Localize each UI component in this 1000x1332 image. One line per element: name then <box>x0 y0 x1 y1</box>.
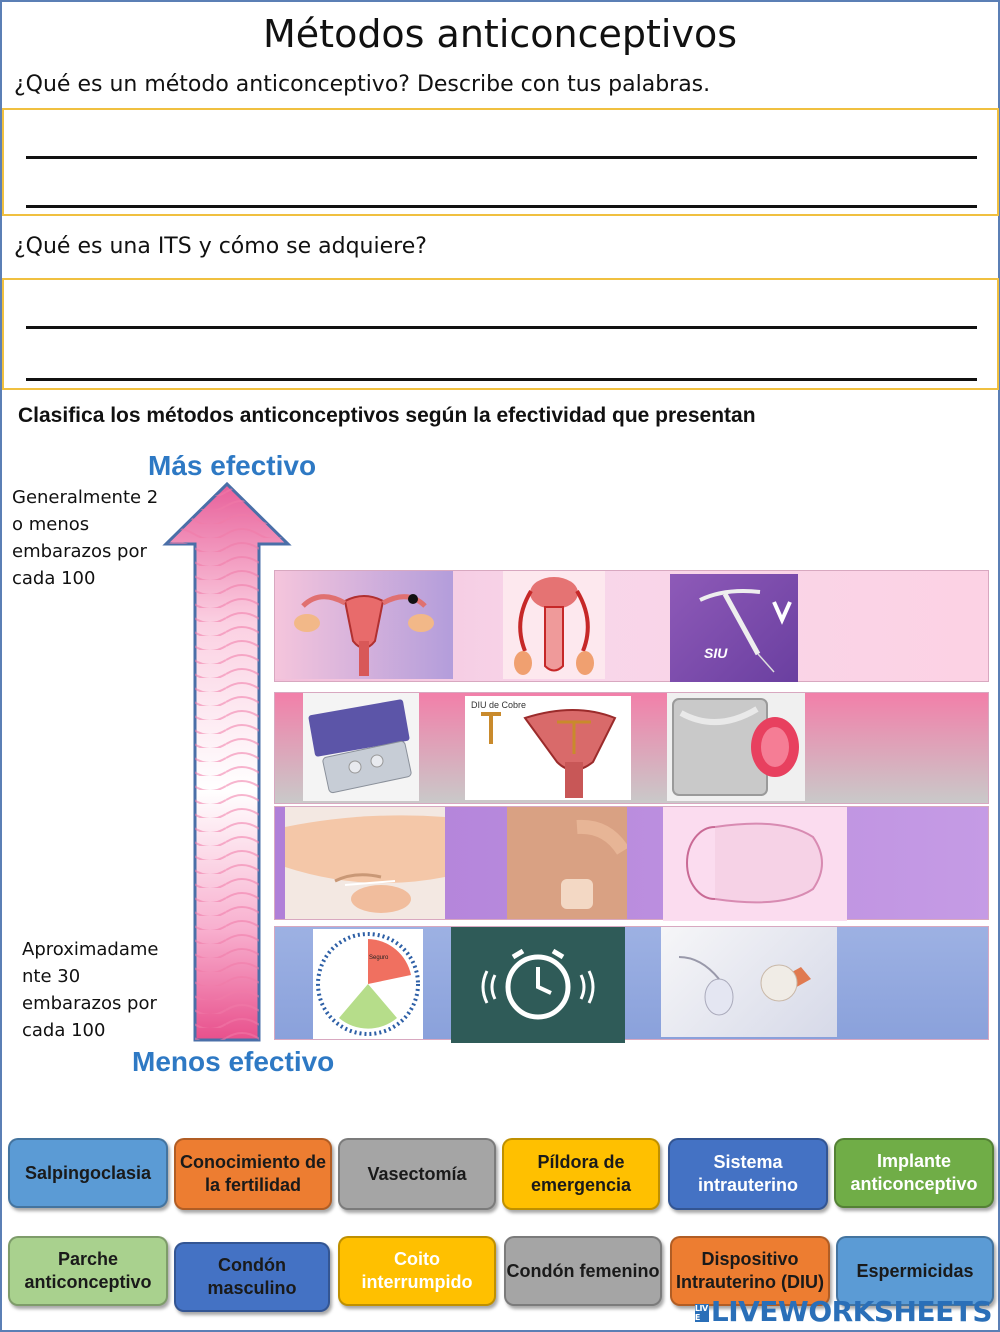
note-line: o menos <box>12 514 90 535</box>
note-line: cada 100 <box>22 1020 106 1041</box>
male-anatomy-icon <box>503 571 605 679</box>
answer-1-line-2-input[interactable] <box>26 172 977 206</box>
classification-instruction: Clasifica los métodos anticonceptivos según la efectividad que presentan <box>18 404 756 427</box>
patch-image <box>507 807 627 919</box>
note-line: cada 100 <box>12 568 96 589</box>
siu-caption: SIU <box>704 645 728 661</box>
answer-box-1 <box>2 108 999 216</box>
answer-line <box>26 156 977 159</box>
note-line: Aproximadame <box>22 939 159 960</box>
most-effective-label: Más efectivo <box>148 450 317 481</box>
pill-pack-icon <box>303 693 419 801</box>
answer-line <box>26 205 977 208</box>
answer-2-line-1-input[interactable] <box>26 294 977 328</box>
pill-box-image <box>303 693 419 801</box>
condom-wrapper-icon <box>667 693 805 801</box>
answer-1-line-1-input[interactable] <box>26 124 977 158</box>
female-condom-icon <box>663 807 847 921</box>
effectiveness-row-3[interactable] <box>274 806 989 920</box>
note-line: embarazos por <box>22 993 157 1014</box>
male-reproductive-image <box>503 571 605 679</box>
answer-box-2 <box>2 278 999 390</box>
chip-salpingoclasia[interactable]: Salpingoclasia <box>8 1138 168 1208</box>
spermicide-image <box>661 927 837 1037</box>
answer-line <box>26 378 977 381</box>
chip-pildora-emergencia[interactable]: Píldora de emergencia <box>502 1138 660 1210</box>
chip-sistema-intrauterino[interactable]: Sistema intrauterino <box>668 1138 828 1210</box>
note-line: embarazos por <box>12 541 147 562</box>
bottom-effectiveness-note <box>22 936 159 1044</box>
calendar-wheel-icon <box>313 929 423 1039</box>
calendar-safe-label: Seguro <box>369 955 389 961</box>
chip-condon-femenino[interactable]: Condón femenino <box>504 1236 662 1306</box>
effectiveness-arrow-icon <box>162 482 292 1044</box>
note-line: Generalmente 2 <box>12 487 159 508</box>
question-1: ¿Qué es un método anticonceptivo? Describe con tus palabras. <box>14 72 711 97</box>
chip-condon-masculino[interactable]: Condón masculino <box>174 1242 330 1312</box>
effectiveness-row-2[interactable] <box>274 692 989 804</box>
alarm-clock-icon <box>451 927 625 1043</box>
note-line: nte 30 <box>22 966 81 987</box>
chip-espermicidas[interactable]: Espermicidas <box>836 1236 994 1306</box>
chip-vasectomia[interactable]: Vasectomía <box>338 1138 496 1210</box>
implant-image <box>285 807 445 919</box>
diu-copper-image <box>465 696 631 800</box>
page-title: Métodos anticonceptivos <box>263 12 737 56</box>
siu-image <box>670 574 798 682</box>
male-condom-image <box>667 693 805 801</box>
intrauterine-system-icon <box>670 574 798 682</box>
chip-dispositivo-intrauterino[interactable]: Dispositivo Intrauterino (DIU) <box>670 1236 830 1306</box>
answer-2-line-2-input[interactable] <box>26 344 977 378</box>
skin-patch-icon <box>507 807 627 919</box>
top-effectiveness-note <box>12 484 158 592</box>
chip-conocimiento-fertilidad[interactable]: Conocimiento de la fertilidad <box>174 1138 332 1210</box>
liveworksheets-badge-icon: LIVE <box>694 1304 708 1322</box>
effectiveness-row-1[interactable] <box>274 570 989 682</box>
chip-implante-anticonceptivo[interactable]: Implante anticonceptivo <box>834 1138 994 1208</box>
copper-iud-icon <box>465 696 631 800</box>
female-condom-image <box>663 807 847 921</box>
effectiveness-row-4[interactable] <box>274 926 989 1040</box>
diu-caption: DIU de Cobre <box>471 700 527 710</box>
uterus-icon <box>275 571 453 679</box>
answer-line <box>26 326 977 329</box>
liveworksheets-logo <box>695 1295 992 1328</box>
chip-coito-interrumpido[interactable]: Coito interrumpido <box>338 1236 496 1306</box>
sperm-cell-icon <box>661 927 837 1037</box>
female-reproductive-image <box>275 571 453 679</box>
chip-parche-anticonceptivo[interactable]: Parche anticonceptivo <box>8 1236 168 1306</box>
withdrawal-alarm-image <box>451 927 625 1043</box>
fertility-calendar-image <box>313 929 423 1039</box>
question-2: ¿Qué es una ITS y cómo se adquiere? <box>14 234 427 259</box>
arm-implant-icon <box>285 807 445 919</box>
liveworksheets-brand: LIVEWORKSHEETS <box>710 1295 992 1328</box>
least-effective-label: Menos efectivo <box>132 1046 335 1077</box>
